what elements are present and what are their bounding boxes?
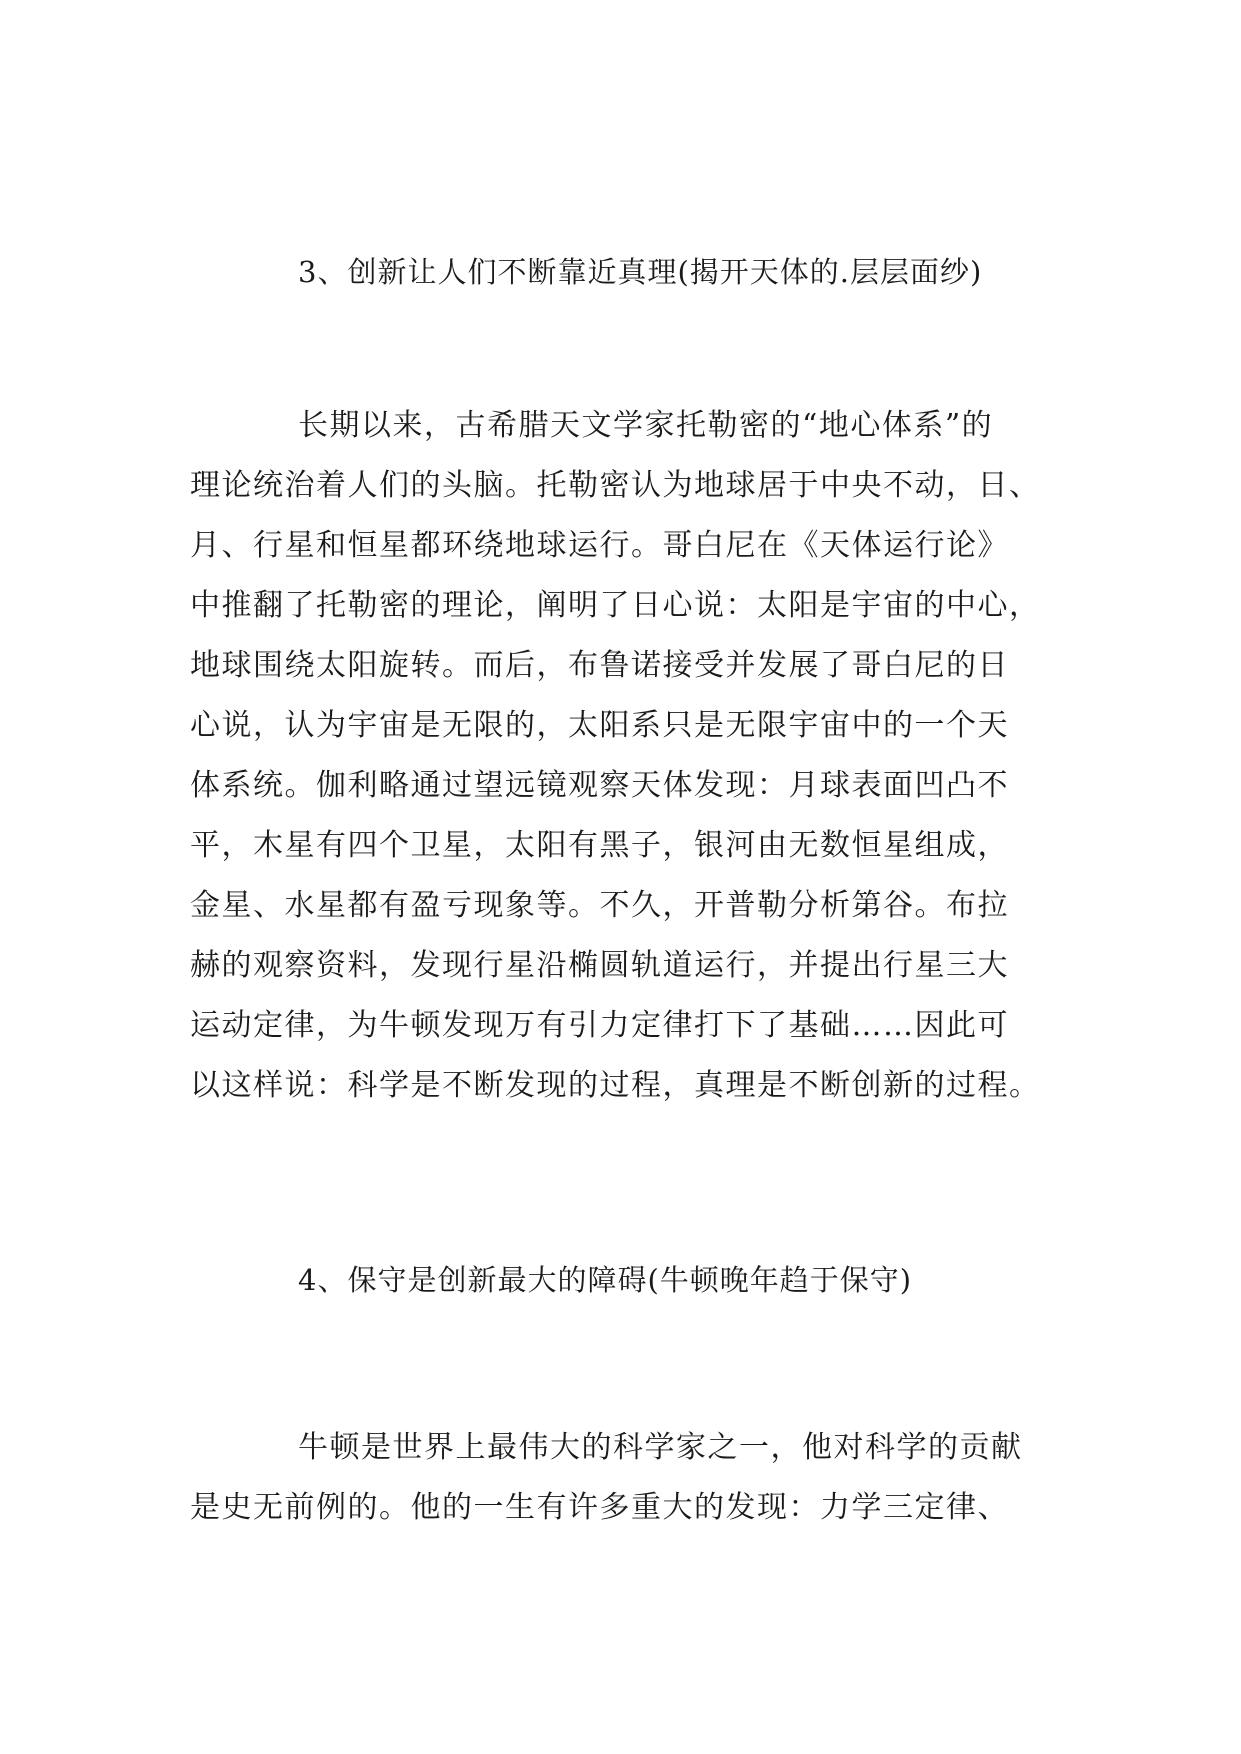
paragraph-line: 长期以来，古希腊天文学家托勒密的“地心体系”的: [298, 408, 994, 443]
paragraph-line: 赫的观察资料，发现行星沿椭圆轨道运行，并提出行星三大: [190, 948, 1009, 983]
paragraph-line: 是史无前例的。他的一生有许多重大的发现：力学三定律、: [190, 1490, 1009, 1525]
paragraph-line: 理论统治着人们的头脑。托勒密认为地球居于中央不动，日、: [190, 468, 1041, 503]
paragraph-line: 金星、水星都有盈亏现象等。不久，开普勒分析第谷。布拉: [190, 888, 1009, 923]
section-3-paragraph: [190, 396, 1070, 1116]
paragraph-line: 地球围绕太阳旋转。而后，布鲁诺接受并发展了哥白尼的日: [190, 648, 1009, 683]
paragraph-line: 运动定律，为牛顿发现万有引力定律打下了基础……因此可: [190, 1008, 1009, 1043]
paragraph-line: 体系统。伽利略通过望远镜观察天体发现：月球表面凹凸不: [190, 768, 1009, 803]
section-3-heading: 3、创新让人们不断靠近真理(揭开天体的.层层面纱): [298, 255, 983, 289]
section-4-paragraph: [190, 1418, 1070, 1538]
paragraph-line: 中推翻了托勒密的理论，阐明了日心说：太阳是宇宙的中心，: [190, 588, 1041, 623]
paragraph-line: 牛顿是世界上最伟大的科学家之一，他对科学的贡献: [298, 1430, 1023, 1465]
paragraph-line: 以这样说：科学是不断发现的过程，真理是不断创新的过程。: [190, 1068, 1041, 1103]
section-4-heading: 4、保守是创新最大的障碍(牛顿晚年趋于保守): [298, 1263, 913, 1297]
paragraph-line: 心说，认为宇宙是无限的，太阳系只是无限宇宙中的一个天: [190, 708, 1009, 743]
paragraph-line: 月、行星和恒星都环绕地球运行。哥白尼在《天体运行论》: [190, 528, 1009, 563]
paragraph-line: 平，木星有四个卫星，太阳有黑子，银河由无数恒星组成，: [190, 828, 1009, 863]
